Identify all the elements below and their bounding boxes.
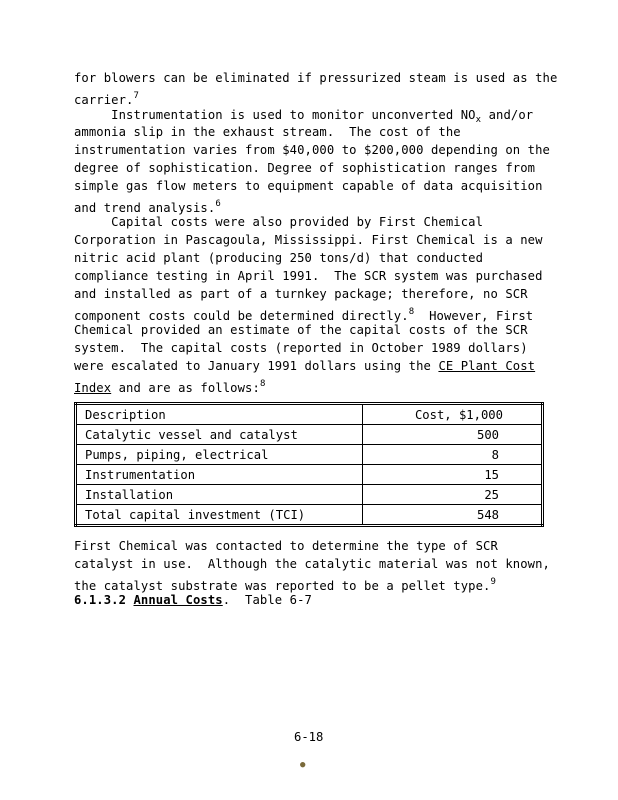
- text-line: compliance testing in April 1991. The SCR system was purchased: [74, 269, 543, 283]
- text-line: instrumentation varies from $40,000 to $200,000 depending on the: [74, 143, 550, 157]
- row-description: Pumps, piping, electrical: [76, 445, 363, 465]
- text-line: First Chemical was contacted to determine the type of SCR: [74, 539, 498, 553]
- row-description: Catalytic vessel and catalyst: [76, 425, 363, 445]
- row-description: Installation: [76, 485, 363, 505]
- text-line: ammonia slip in the exhaust stream. The cost of the: [74, 125, 461, 139]
- footnote-ref: 6: [215, 199, 221, 209]
- text-line: were escalated to January 1991 dollars using the CE Plant Cost: [74, 359, 536, 373]
- text-line: and installed as part of a turnkey package; therefore, no SCR: [74, 287, 528, 301]
- text-line: catalyst in use. Although the catalytic material was not known,: [74, 557, 550, 571]
- text-line: degree of sophistication. Degree of sophistication ranges from: [74, 161, 536, 175]
- text-line: Corporation in Pascagoula, Mississippi. First Chemical is a new: [74, 233, 543, 247]
- footnote-ref: 8: [408, 307, 415, 317]
- text-line: for blowers can be eliminated if pressurized steam is used as the: [74, 71, 558, 85]
- header-description: Description: [76, 404, 363, 425]
- text-line: Capital costs were also provided by First Chemical: [74, 215, 484, 229]
- row-cost: 25: [363, 485, 543, 505]
- text-line: simple gas flow meters to equipment capable of data acquisition: [74, 179, 543, 193]
- text-line: component costs could be determined directly.$^8$ However, First: [74, 307, 534, 323]
- text-line: the catalyst substrate was reported to be a pellet type.$^9$: [74, 577, 497, 593]
- text-line: and trend analysis.$^6$: [74, 199, 221, 215]
- row-cost: 548: [363, 505, 543, 526]
- row-cost: 15: [363, 465, 543, 485]
- underlined-title: Index: [74, 381, 112, 395]
- text-line: system. The capital costs (reported in October 1989 dollars): [74, 341, 528, 355]
- capital-cost-table: [74, 402, 544, 527]
- heading-title: Annual Costs: [133, 593, 223, 607]
- text-line: Chemical provided an estimate of the capital costs of the SCR: [74, 323, 528, 337]
- heading-number: 6.1.3.2: [74, 593, 127, 607]
- text-line: carrier.$^7$: [74, 91, 140, 107]
- underlined-title: CE Plant Cost: [438, 359, 536, 373]
- table-row: [76, 425, 543, 445]
- footnote-ref: 7: [133, 91, 140, 101]
- page-number: 6-18: [294, 730, 324, 744]
- table-header-row: [76, 404, 543, 425]
- text-line: Instrumentation is used to monitor unconverted $NO_x$ and/or: [74, 108, 534, 125]
- table-row: [76, 465, 543, 485]
- row-cost: 8: [363, 445, 543, 465]
- row-cost: 500: [363, 425, 543, 445]
- section-heading: 6.1.3.2 Annual Costs. Table 6-7: [74, 593, 312, 607]
- text-line: Index and are as follows:$^8$: [74, 379, 266, 395]
- table-row: [76, 485, 543, 505]
- row-description: Instrumentation: [76, 465, 363, 485]
- subscript: x: [475, 115, 482, 125]
- scan-mark-icon: ●: [300, 760, 306, 770]
- footnote-ref: 9: [490, 577, 497, 587]
- footnote-ref: 8: [259, 379, 266, 389]
- table-row: [76, 445, 543, 465]
- text-line: nitric acid plant (producing 250 tons/d) that conducted: [74, 251, 484, 265]
- row-description: Total capital investment (TCI): [76, 505, 363, 526]
- header-cost: Cost, $1,000: [363, 404, 543, 425]
- table-row-total: [76, 505, 543, 526]
